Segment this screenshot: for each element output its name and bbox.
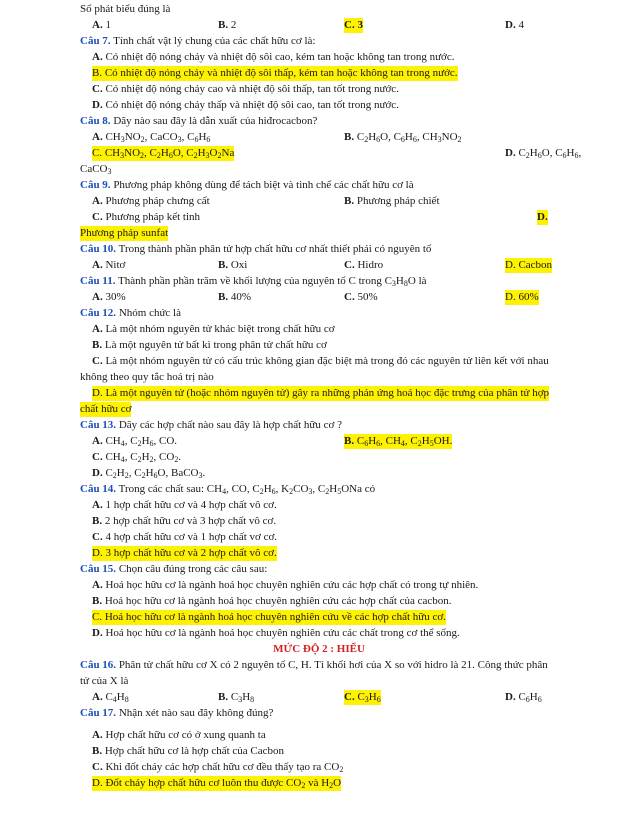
q14-option-a: A. 1 hợp chất hữu cơ và 4 hợp chất vô cơ. [92,499,277,511]
q15-option-b: B. Hoá học hữu cơ là ngành hoá học chuyên nghiên cứu các hợp chất của cacbon. [92,595,452,607]
q8-option-a: A. $CH_3NO_2$, CaCO$_3$, $C_6H_6$ [92,131,211,144]
question-13: Câu 13. Dãy các hợp chất nào sau đây là hợp chất hữu cơ ? [80,419,342,431]
q13-option-a: A. $CH_4$, $C_2H_6$, CO. [92,435,178,448]
q13-option-d: D. $C_2H_2$, $C_2H_6O$, BaCO$_3$. [92,467,206,480]
q7-option-b-correct: B. Có nhiệt độ nóng chảy và nhiệt độ sôi thấp, kém tan hoặc không tan trong nước. [92,67,458,79]
question-16-cont: tử của X là [80,675,129,687]
section-heading: MỨC ĐỘ 2 : HIỂU [273,643,365,655]
q16-option-b: B. $C_3H_8$ [218,691,255,704]
q15-option-d: D. Hoá học hữu cơ là ngành hoá học chuyên nghiên cứu các chất trong cơ thể sống. [92,627,460,639]
q6-option-a: A. 1 [92,19,111,31]
question-10: Câu 10. Trong thành phần phân tử hợp chất hữu cơ nhất thiết phải có nguyên tố [80,243,432,255]
question-9: Câu 9. Phương pháp không dùng để tách biệt và tinh chế các chất hữu cơ là [80,179,414,191]
q13-option-b-correct: B. $C_6H_6$, $CH_4$, $C_2H_5OH$. [344,435,453,448]
q14-option-d-correct: D. 3 hợp chất hữu cơ và 2 hợp chất vô cơ. [92,547,277,559]
q10-option-a: A. Nitơ [92,259,126,271]
q9-option-b: B. Phương pháp chiết [344,195,440,207]
q12-option-a: A. Là một nhóm nguyên tử khác biệt trong chất hữu cơ [92,323,335,335]
q11-option-c: C. 50% [344,291,378,303]
q17-option-a: A. Hợp chất hữu cơ có ở xung quanh ta [92,729,266,741]
q9-option-d-correct: D. [537,211,548,223]
q10-option-c: C. Hidro [344,259,384,271]
q6-option-c-correct: C. 3 [344,19,363,31]
q17-option-c: C. Khi đốt cháy các hợp chất hữu cơ đều thấy tạo ra $CO_2$ [92,761,344,774]
q16-option-d: D. $C_6H_6$ [505,691,542,704]
q12-option-d-correct: D. Là một nguyên tử (hoặc nhóm nguyên tử) gây ra những phản ứng hoá học đặc trưng của phân tử hợp [92,387,550,399]
q14-option-b: B. 2 hợp chất hữu cơ và 3 hợp chất vô cơ. [92,515,277,527]
q16-option-a: A. $C_4H_8$ [92,691,129,704]
q7-option-c: C. Có nhiệt độ nóng chảy cao và nhiệt độ sôi thấp, tan tốt trong nước. [92,83,399,95]
q15-option-c-correct: C. Hoá học hữu cơ là ngành hoá học chuyên nghiên cứu về các hợp chất hữu cơ. [92,611,446,623]
q8-option-d: D. $C_2H_6O$, $C_6H_6$, [505,147,582,160]
q9-option-d-text: Phương pháp sunfat [80,227,169,239]
q17-option-b: B. Hợp chất hữu cơ là hợp chất của Cacbon [92,745,285,757]
question-8: Câu 8. Dãy nào sau đây là dẫn xuất của hiđrocacbon? [80,115,318,127]
q12-option-c: C. Là một nhóm nguyên tử có cấu trúc không gian đặc biệt mà trong đó các nguyên tử liên kết với nhau [92,355,549,367]
q10-option-d-correct: D. Cacbon [505,259,553,271]
question-11: Câu 11. Thành phần phần trăm về khối lượng của nguyên tố C trong $C_3H_8O$ là [80,275,427,288]
q6-option-d: D. 4 [505,19,524,31]
question-16: Câu 16. Phân tử chất hữu cơ X có 2 nguyên tố C, H. Tỉ khối hơi của X so với hidro là 21. Công thức phân [80,659,548,671]
q8-option-c-correct: C. $CH_3NO_2$, $C_2H_6O$, $C_2H_3O_2Na$ [92,147,235,160]
q12-option-c-cont: không theo quy tắc hoá trị nào [80,371,214,383]
q16-option-c-correct: C. $C_3H_6$ [344,691,381,704]
q11-option-d-correct: D. 60% [505,291,539,303]
question-7: Câu 7. Tính chất vật lý chung của các chất hữu cơ là: [80,35,316,47]
q13-option-c: C. $CH_4$, $C_2H_2$, $CO_2$. [92,451,182,464]
q7-option-d: D. Có nhiệt độ nóng chảy thấp và nhiệt độ sôi cao, tan tốt trong nước. [92,99,399,111]
q8-option-d-cont: CaCO$_3$ [80,163,112,176]
q6-option-b: B. 2 [218,19,237,31]
q12-option-b: B. Là một nguyên tử bất kì trong phân tử chất hữu cơ [92,339,327,351]
question-14: Câu 14. Trong các chất sau: $CH_4$, CO, $C_2H_6$, $K_2CO_3$, $C_2H_5ONa$ có [80,483,376,496]
question-15: Câu 15. Chọn câu đúng trong các câu sau: [80,563,268,575]
question-12: Câu 12. Nhóm chức là [80,307,181,319]
q12-option-d-cont: chất hữu cơ [80,403,132,415]
intro-line: Số phát biểu đúng là [80,3,171,15]
q17-option-d-correct: D. Đốt cháy hợp chất hữu cơ luôn thu được $CO_2$ và $H_2O$ [92,777,342,790]
q8-option-b: B. $C_2H_6O$, $C_6H_6$, $CH_3NO_2$ [344,131,462,144]
q9-option-c: C. Phương pháp kết tinh [92,211,201,223]
q10-option-b: B. Oxi [218,259,248,271]
question-17: Câu 17. Nhận xét nào sau đây không đúng? [80,707,274,719]
q11-option-b: B. 40% [218,291,252,303]
q14-option-c: C. 4 hợp chất hữu cơ và 1 hợp chất vơ cơ. [92,531,278,543]
q11-option-a: A. 30% [92,291,126,303]
q9-option-a: A. Phương pháp chưng cất [92,195,210,207]
q7-option-a: A. Có nhiệt độ nóng chảy và nhiệt độ sôi cao, kém tan hoặc không tan trong nước. [92,51,455,63]
q15-option-a: A. Hoá học hữu cơ là ngành hoá học chuyên nghiên cứu các hợp chất có trong tự nhiên. [92,579,479,591]
